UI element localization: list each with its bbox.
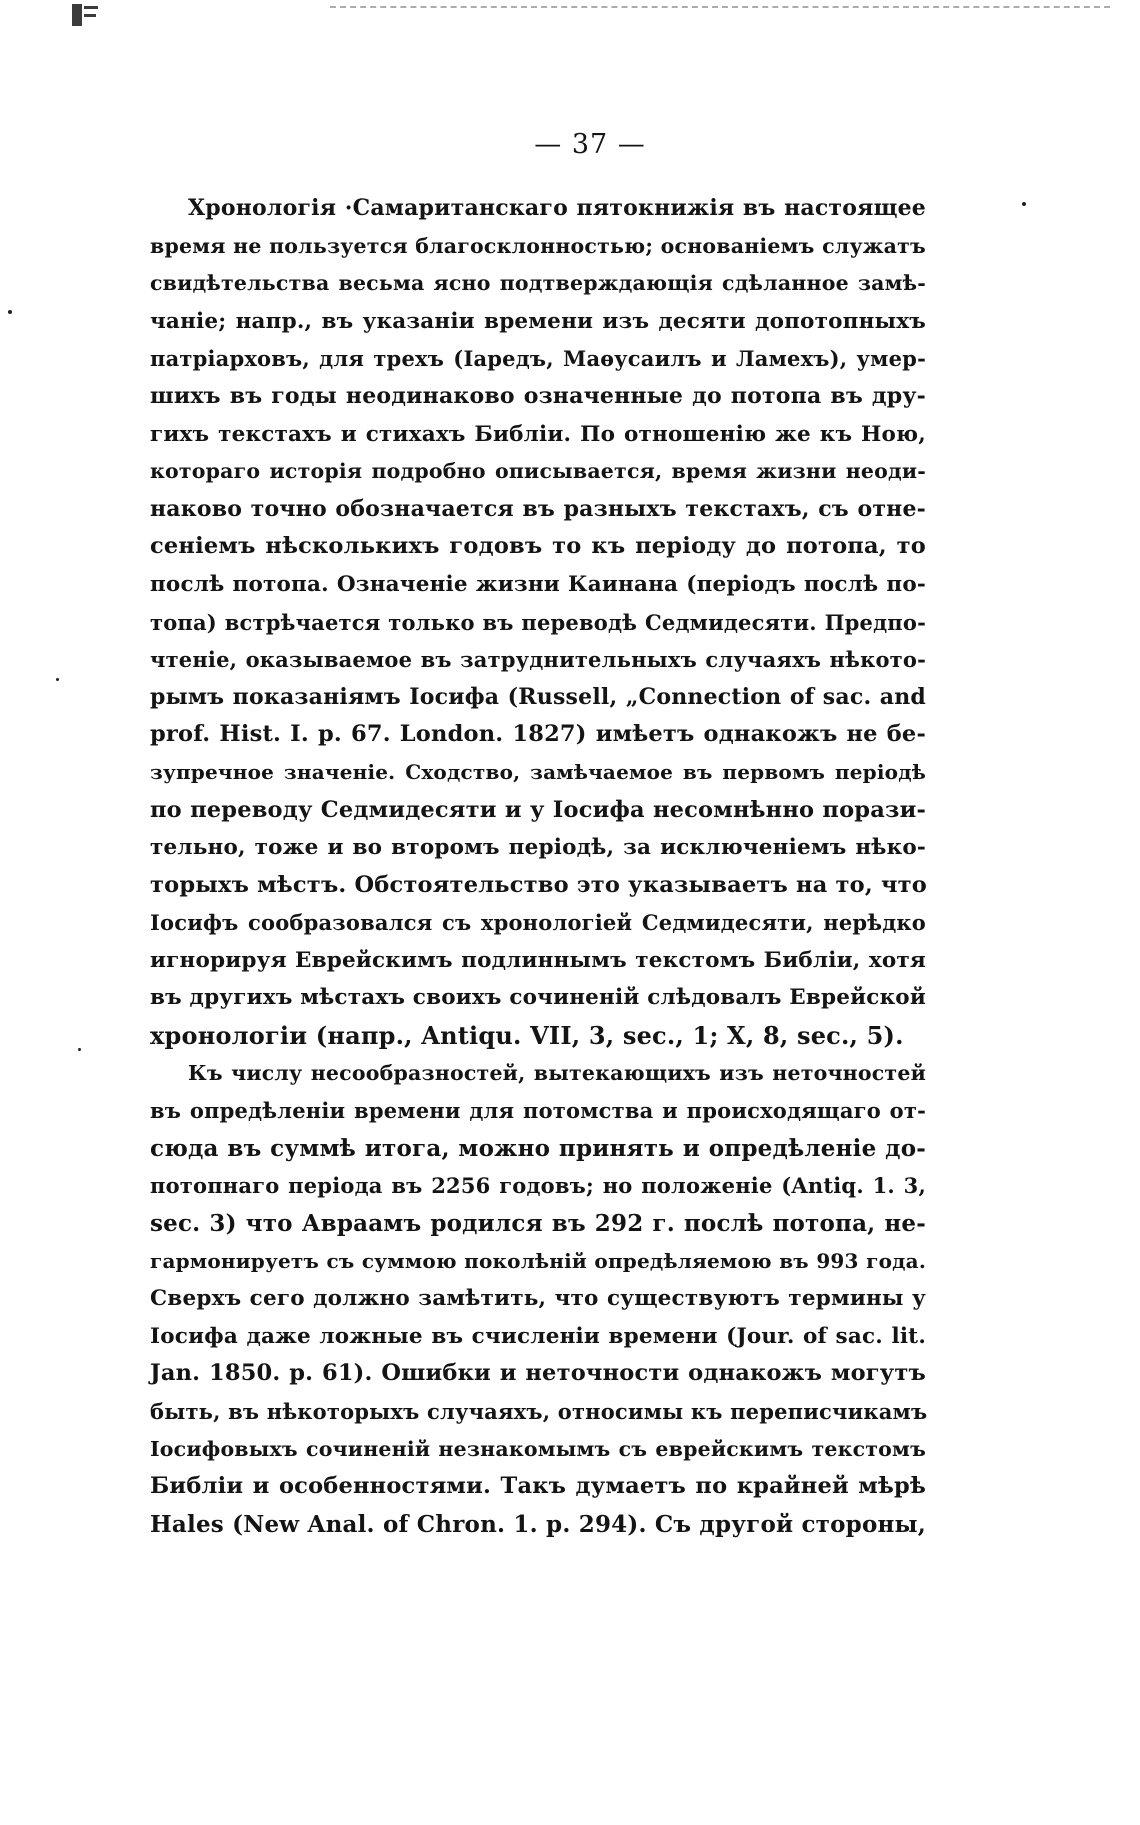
text-line: Hales (New Anal. of Chron. 1. p. 294). Съ другой стороны,: [150, 1510, 926, 1538]
text-line: Іосифъ сообразовался съ хронологіей Седмидесяти, нерѣдко: [150, 910, 926, 936]
print-speck: [56, 678, 59, 681]
print-speck: [8, 310, 12, 314]
text-line: Іосифа даже ложные въ счисленіи времени (Jour. of sac. lit.: [150, 1323, 926, 1349]
text-line: чтеніе, оказываемое въ затруднительныхъ случаяхъ нѣкото-: [150, 647, 926, 673]
text-line: въ опредѣленіи времени для потомства и происходящаго от-: [150, 1098, 926, 1124]
text-line: чаніе; напр., въ указаніи времени изъ десяти допотопныхъ: [150, 308, 926, 334]
text-line: Къ числу несообразностей, вытекающихъ изъ неточностей: [188, 1060, 926, 1085]
text-line: быть, въ нѣкоторыхъ случаяхъ, относимы къ переписчикамъ: [150, 1399, 928, 1424]
text-line: гармонируетъ съ суммою поколѣній опредѣляемою въ 993 года.: [150, 1248, 926, 1273]
text-line: Хронологія ·Самаританскаго пятокнижія въ настоящее: [188, 195, 926, 221]
text-line: потопнаго періода въ 2256 годовъ; но положеніе (Antiq. 1. 3,: [150, 1173, 926, 1199]
text-line: Jan. 1850. p. 61). Ошибки и неточности однакожъ могутъ: [150, 1360, 926, 1387]
text-line: хронологіи (напр., Antiqu. VII, 3, sec., 1; X, 8, sec., 5).: [150, 1021, 904, 1051]
text-line: свидѣтельства весьма ясно подтверждающія сдѣланное замѣ-: [150, 271, 926, 296]
text-line: prof. Hist. I. p. 67. London. 1827) имѣетъ однакожъ не бе-: [150, 721, 926, 748]
text-line: сеніемъ нѣсколькихъ годовъ то къ періоду до потопа, то: [150, 533, 926, 560]
top-edge-rule: [330, 6, 1110, 8]
text-line: по переводу Седмидесяти и у Іосифа несомнѣнно порази-: [150, 796, 926, 823]
text-line: время не пользуется благосклонностью; основаніемъ служатъ: [150, 233, 926, 258]
text-line: послѣ потопа. Означеніе жизни Каинана (періодъ послѣ по-: [150, 571, 926, 597]
text-line: игнорируя Еврейскимъ подлиннымъ текстомъ Библіи, хотя: [150, 947, 926, 973]
text-line: Сверхъ сего должно замѣтить, что существуютъ термины у: [150, 1286, 926, 1312]
text-line: рымъ показаніямъ Іосифа (Russell, „Connection of sac. and: [150, 683, 926, 710]
corner-print-mark: [72, 4, 98, 26]
text-line: наково точно обозначается въ разныхъ текстахъ, съ отне-: [150, 495, 926, 522]
text-line: шихъ въ годы неодинаково означенные до потопа въ дру-: [150, 382, 926, 409]
text-line: Іосифовыхъ сочиненій незнакомымъ съ еврейскимъ текстомъ: [150, 1436, 926, 1461]
text-line: sec. 3) что Авраамъ родился въ 292 г. послѣ потопа, не-: [150, 1210, 926, 1238]
text-line: топа) встрѣчается только въ переводѣ Седмидесяти. Предпо-: [150, 609, 926, 635]
paragraph-1: [150, 190, 926, 1055]
print-speck: [78, 1048, 81, 1051]
text-line: патріарховъ, для трехъ (Іаредъ, Маѳусаилъ и Ламехъ), умер-: [150, 346, 926, 372]
text-line: Библіи и особенностями. Такъ думаетъ по крайней мѣрѣ: [150, 1473, 926, 1500]
page-number: — 37 —: [534, 129, 646, 160]
print-speck: [1022, 202, 1026, 206]
text-line: гихъ текстахъ и стихахъ Библіи. По отношенію же къ Ною,: [150, 421, 926, 447]
text-line: торыхъ мѣстъ. Обстоятельство это указываетъ на то, что: [150, 871, 927, 898]
paragraph-2: [150, 1055, 926, 1544]
text-line: сюда въ суммѣ итога, можно принять и опредѣленіе до-: [150, 1134, 926, 1162]
text-line: котораго исторія подробно описывается, время жизни неоди-: [150, 459, 926, 484]
text-line: тельно, тоже и во второмъ періодѣ, за исключеніемъ нѣко-: [150, 835, 926, 861]
text-line: въ другихъ мѣстахъ своихъ сочиненій слѣдовалъ Еврейской: [150, 985, 926, 1011]
text-line: зупречное значеніе. Сходство, замѣчаемое въ первомъ періодѣ: [150, 759, 926, 784]
body-text: [150, 190, 926, 1543]
